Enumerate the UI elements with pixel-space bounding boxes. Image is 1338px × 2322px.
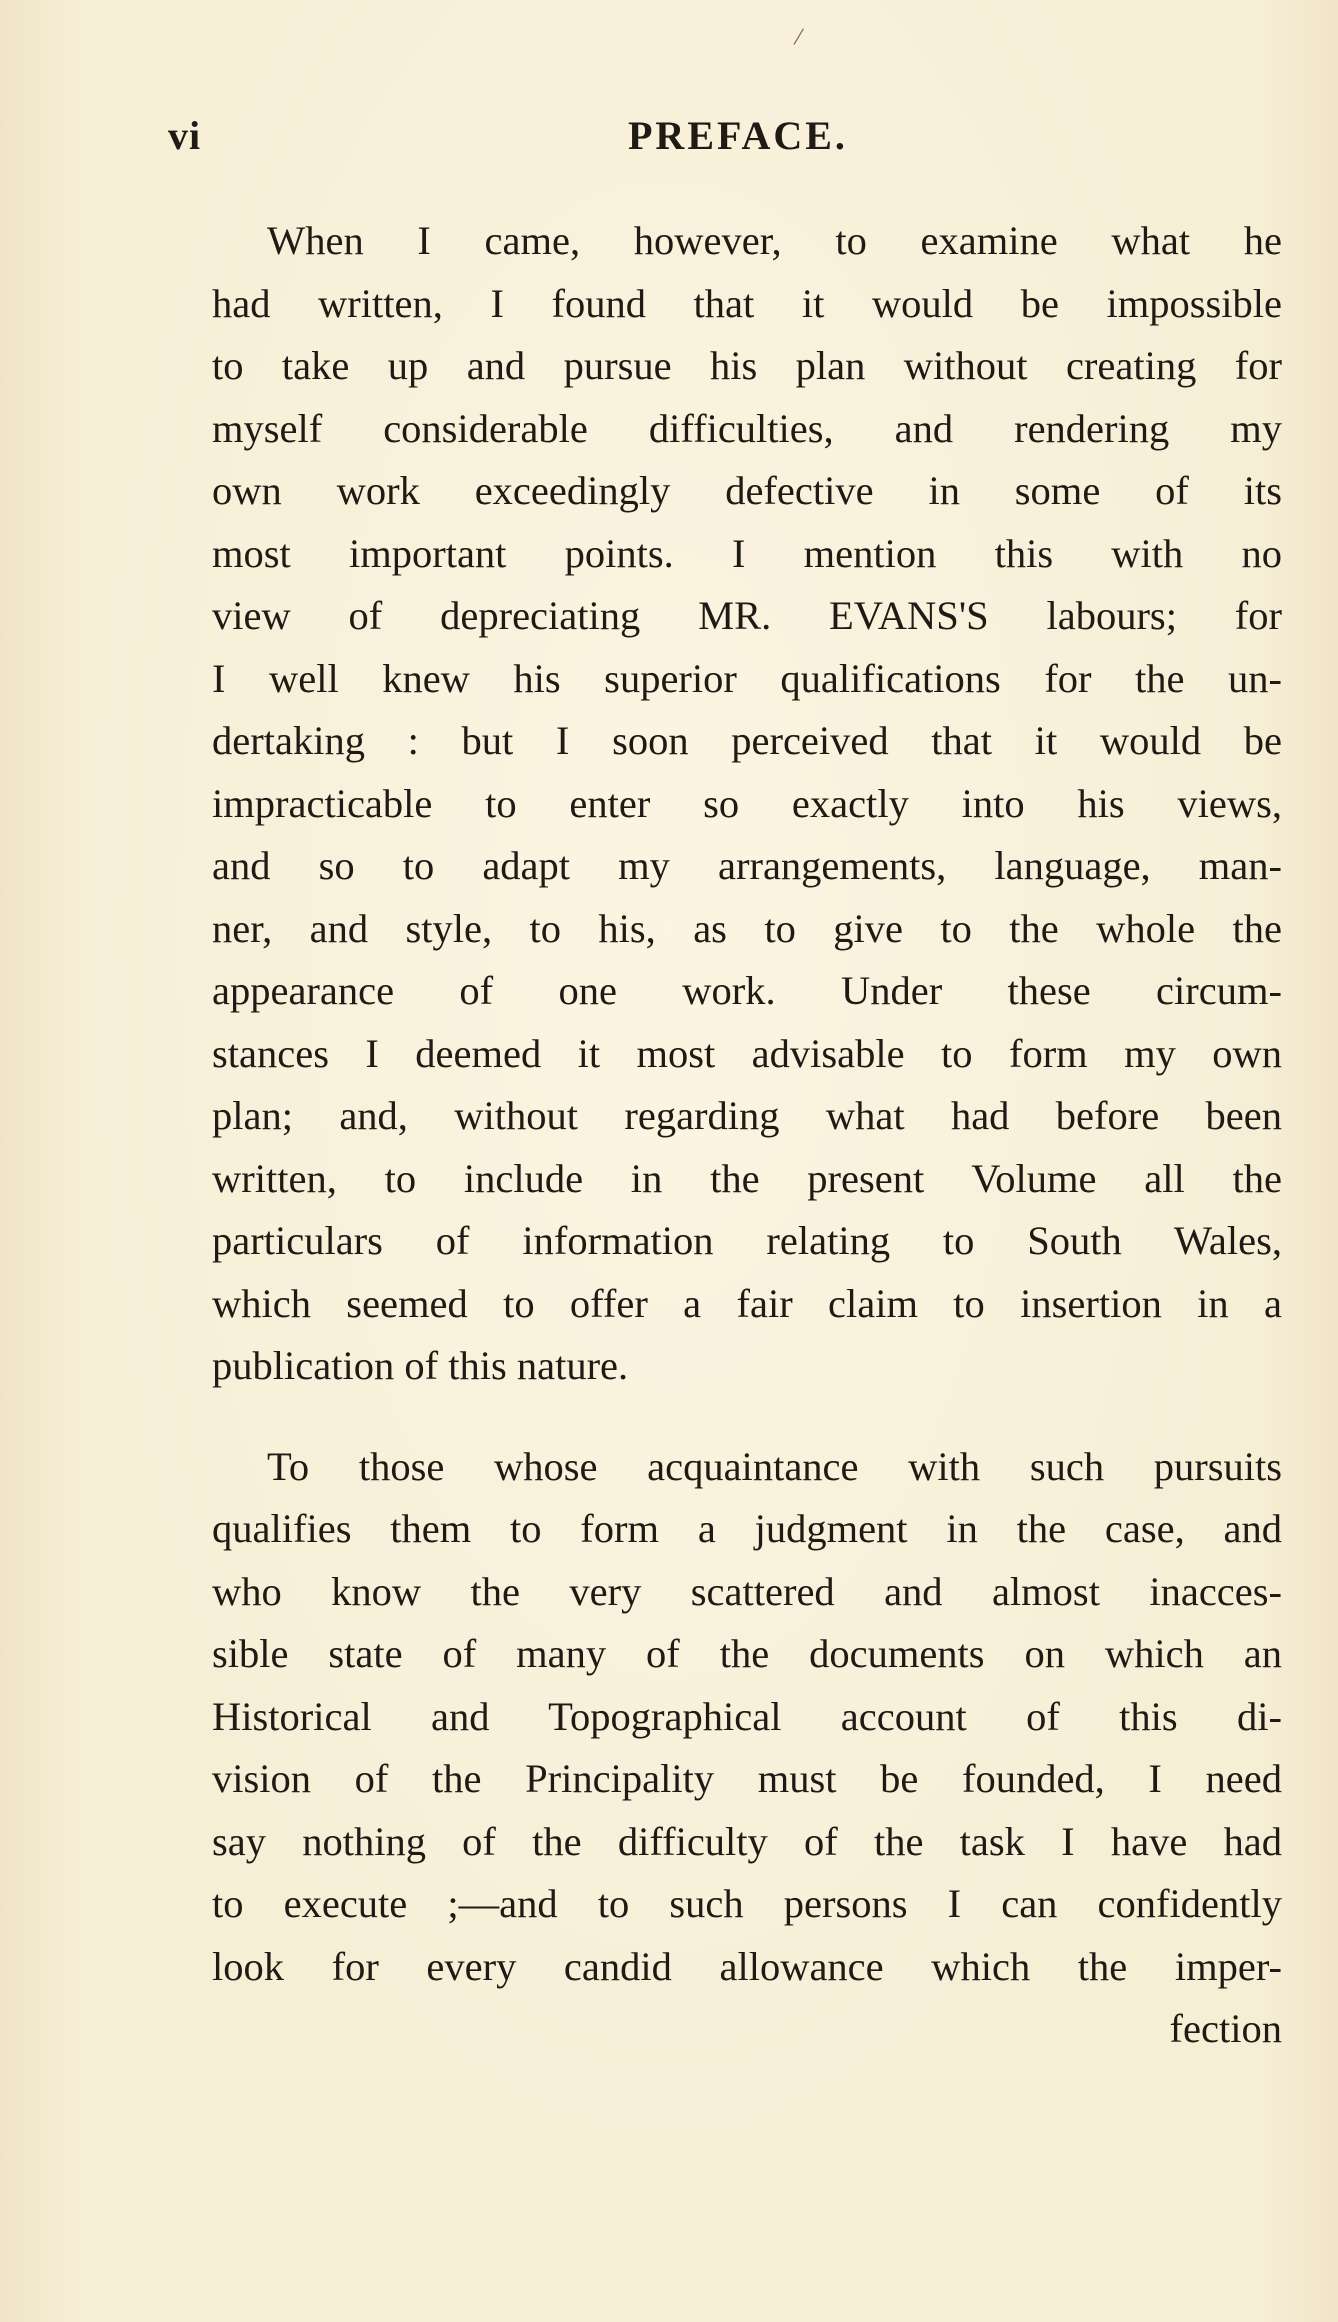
text-line: and so to adapt my arrangements, language, man- xyxy=(212,843,1282,888)
text-line: qualifies them to form a judgment in the case, and xyxy=(212,1506,1282,1551)
text-line: own work exceedingly defective in some of its xyxy=(212,468,1282,513)
page-header xyxy=(168,112,1288,172)
text-line: When I came, however, to examine what he xyxy=(267,218,1282,263)
paragraph-1 xyxy=(212,210,1282,1398)
text-line: view of depreciating MR. EVANS'S labours; for xyxy=(212,593,1282,638)
text-line: plan; and, without regarding what had before been xyxy=(212,1093,1282,1138)
running-title: PREFACE. xyxy=(628,113,848,158)
paragraph-spacing xyxy=(212,1398,1282,1436)
text-line: publication of this nature. xyxy=(212,1343,629,1388)
text-line: stances I deemed it most advisable to form my own xyxy=(212,1030,1282,1076)
body-text xyxy=(212,210,1282,2061)
text-line: myself considerable difficulties, and rendering my xyxy=(212,405,1282,451)
text-line: to take up and pursue his plan without creating for xyxy=(212,343,1282,388)
catchword: fection xyxy=(1169,2006,1282,2051)
text-line: written, to include in the present Volume all the xyxy=(212,1155,1282,1201)
text-line: Historical and Topographical account of this di- xyxy=(212,1693,1282,1739)
text-line: I well knew his superior qualifications for the un- xyxy=(212,655,1282,701)
stray-ink-mark: / xyxy=(792,21,806,52)
text-line: look for every candid allowance which the imper- xyxy=(212,1943,1282,1989)
text-line: To those whose acquaintance with such pursuits xyxy=(267,1443,1282,1489)
text-line: vision of the Principality must be founded, I need xyxy=(212,1756,1282,1801)
text-line: appearance of one work. Under these circum- xyxy=(212,968,1282,1013)
text-line: to execute ;—and to such persons I can confidently xyxy=(212,1881,1282,1926)
text-line: most important points. I mention this with no xyxy=(212,530,1282,576)
paragraph-2 xyxy=(212,1436,1282,2061)
text-line: sible state of many of the documents on which an xyxy=(212,1631,1282,1676)
text-line: who know the very scattered and almost inacces- xyxy=(212,1568,1282,1614)
text-line: impracticable to enter so exactly into his views, xyxy=(212,780,1282,826)
text-line: particulars of information relating to South Wales, xyxy=(212,1218,1282,1263)
text-line: which seemed to offer a fair claim to insertion in a xyxy=(212,1280,1282,1326)
text-line: ner, and style, to his, as to give to the whole the xyxy=(212,905,1282,951)
text-line: dertaking : but I soon perceived that it would be xyxy=(212,718,1282,763)
text-line: had written, I found that it would be impossible xyxy=(212,280,1282,326)
page-number: vi xyxy=(168,113,202,158)
text-line: say nothing of the difficulty of the task I have had xyxy=(212,1818,1282,1864)
